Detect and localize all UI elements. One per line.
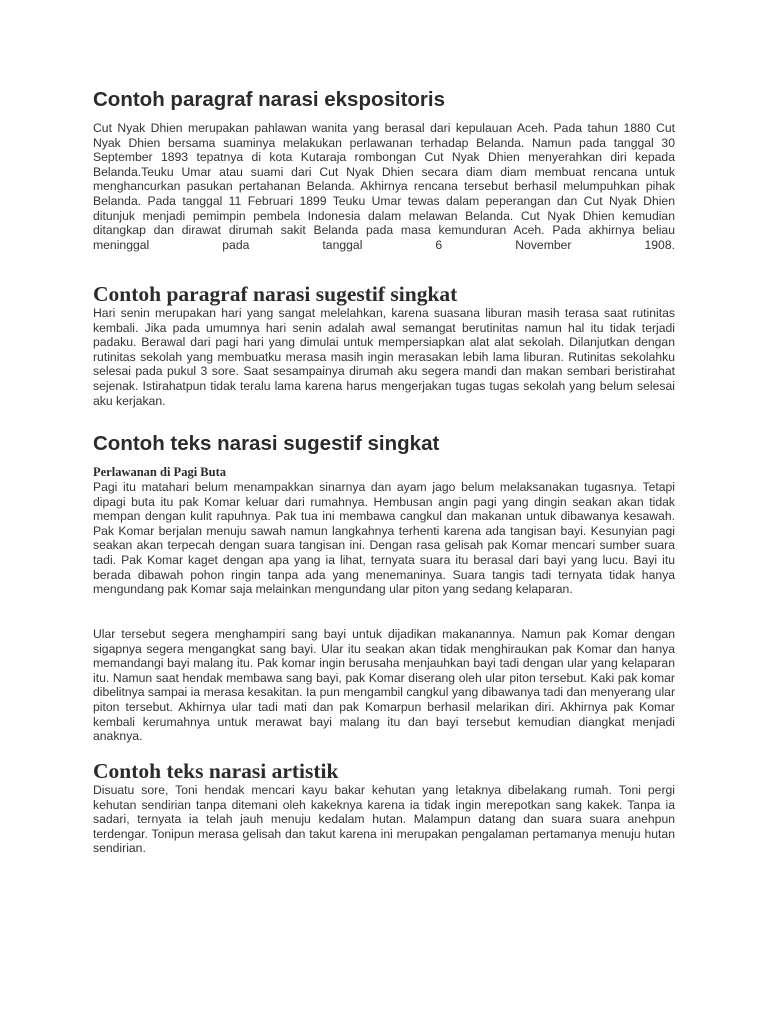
heading-teks-sugestif: Contoh teks narasi sugestif singkat (93, 432, 440, 455)
paragraph-teks-sugestif-2: Ular tersebut segera menghampiri sang bayi untuk dijadikan makanannya. Namun pak Komar dengan sigapnya segera mengangkat sang bayi. Ular itu seakan akan tidak menghiraukan pak Komar dan hanya memandangi bayi malang itu. Pak komar ingin berusaha menjauhkan bayi tadi dengan ular yang kelaparan itu. Namun saat hendak membawa sang bayi, pak Komar diserang oleh ular piton tersebut. Kaki pak komar dibelitnya sampai ia merasa kesakitan. Ia pun mengambil cangkul yang dibawanya tadi dan menyerang ular piton tersebut. Akhirnya ular tadi mati dan pak Komarpun berhasil melarikan diri. Akhirnya pak Komar kembali kerumahnya untuk merawat bayi malang itu dan bayi tersebut kemudian diangkat menjadi anaknya. (93, 627, 675, 744)
paragraph-teks-sugestif-1: Pagi itu matahari belum menampakkan sinarnya dan ayam jago belum melaksanakan tugasnya. Tetapi dipagi buta itu pak Komar keluar dari rumahnya. Hembusan angin pagi yang dingin seakan akan tidak mempan dengan kulit rapuhnya. Pak tua ini membawa cangkul dan makanan untuk dibawanya kesawah. Pak Komar berjalan menuju sawah namun langkahnya terhenti karena ada tangisan bayi. Kesunyian pagi seakan akan terpecah dengan suara tangisan ini. Dengan rasa gelisah pak Komar mencari sumber suara tadi. Pak Komar kaget dengan apa yang ia lihat, ternyata suara itu berasal dari bayi yang lucu. Bayi itu berada dibawah pohon ringin tanpa ada yang menemaninya. Suara tangis tadi ternyata tidak hanya mengundang pak Komar saja melainkan mengundang ular piton yang sedang kelaparan. (93, 480, 675, 597)
paragraph-artistik: Disuatu sore, Toni hendak mencari kayu bakar kehutan yang letaknya dibelakang rumah. Toni pergi kehutan sendirian tanpa ditemani oleh kakeknya karena ia tidak ingin merepotkan sang kakek. Tanpa ia sadari, ternyata ia telah jauh menuju kedalam hutan. Malampun datang dan suara suara anehpun terdengar. Tonipun merasa gelisah dan takut karena ini merupakan pengalaman pertamanya menuju hutan sendirian. (93, 783, 675, 856)
paragraph-ekspositoris: Cut Nyak Dhien merupakan pahlawan wanita yang berasal dari kepulauan Aceh. Pada tahun 1880 Cut Nyak Dhien bersama suaminya melakukan perlawanan terhadap Belanda. Namun pada tanggal 30 September 1893 tepatnya di kota Kutaraja rombongan Cut Nyak Dhien menyerahkan diri kepada Belanda.Teuku Umar atau suami dari Cut Nyak Dhien secara diam diam membuat rencana untuk menghancurkan pasukan pertahanan Belanda. Akhirnya rencana tersebut berhasil melumpuhkan pihak Belanda. Pada tanggal 11 Februari 1899 Teuku Umar tewas dalam peperangan dan Cut Nyak Dhien ditunjuk menjadi pemimpin pembela Indonesia dalam melawan Belanda. Cut Nyak Dhien kemudian ditangkap dan dirawat dirumah sakit Belanda pada masa kemunduran Aceh. Pada akhirnya beliau meninggal pada tanggal 6 November 1908. (93, 121, 675, 252)
paragraph-sugestif: Hari senin merupakan hari yang sangat melelahkan, karena suasana liburan masih terasa saat rutinitas kembali. Jika pada umumnya hari senin adalah awal semangat berutinitas namun hal itu tidak terjadi padaku. Berawal dari pagi hari yang dimulai untuk mempersiapkan alat alat sekolah. Dilanjutkan dengan rutinitas sekolah yang membuatku merasa masih ingin merasakan lebih lama liburan. Rutinitas sekolahku selesai pada pukul 3 sore. Saat sesampainya dirumah aku segera mandi dan makan sembari beristirahat sejenak. Istirahatpun tidak teralu lama karena harus mengerjakan tugas tugas sekolah yang belum selesai aku kerjakan. (93, 306, 675, 408)
subtitle-perlawanan: Perlawanan di Pagi Buta (93, 465, 226, 479)
heading-narasi-artistik: Contoh teks narasi artistik (93, 759, 339, 783)
heading-paragraf-sugestif: Contoh paragraf narasi sugestif singkat (93, 282, 458, 306)
heading-narasi-ekspositoris: Contoh paragraf narasi ekspositoris (93, 88, 446, 111)
